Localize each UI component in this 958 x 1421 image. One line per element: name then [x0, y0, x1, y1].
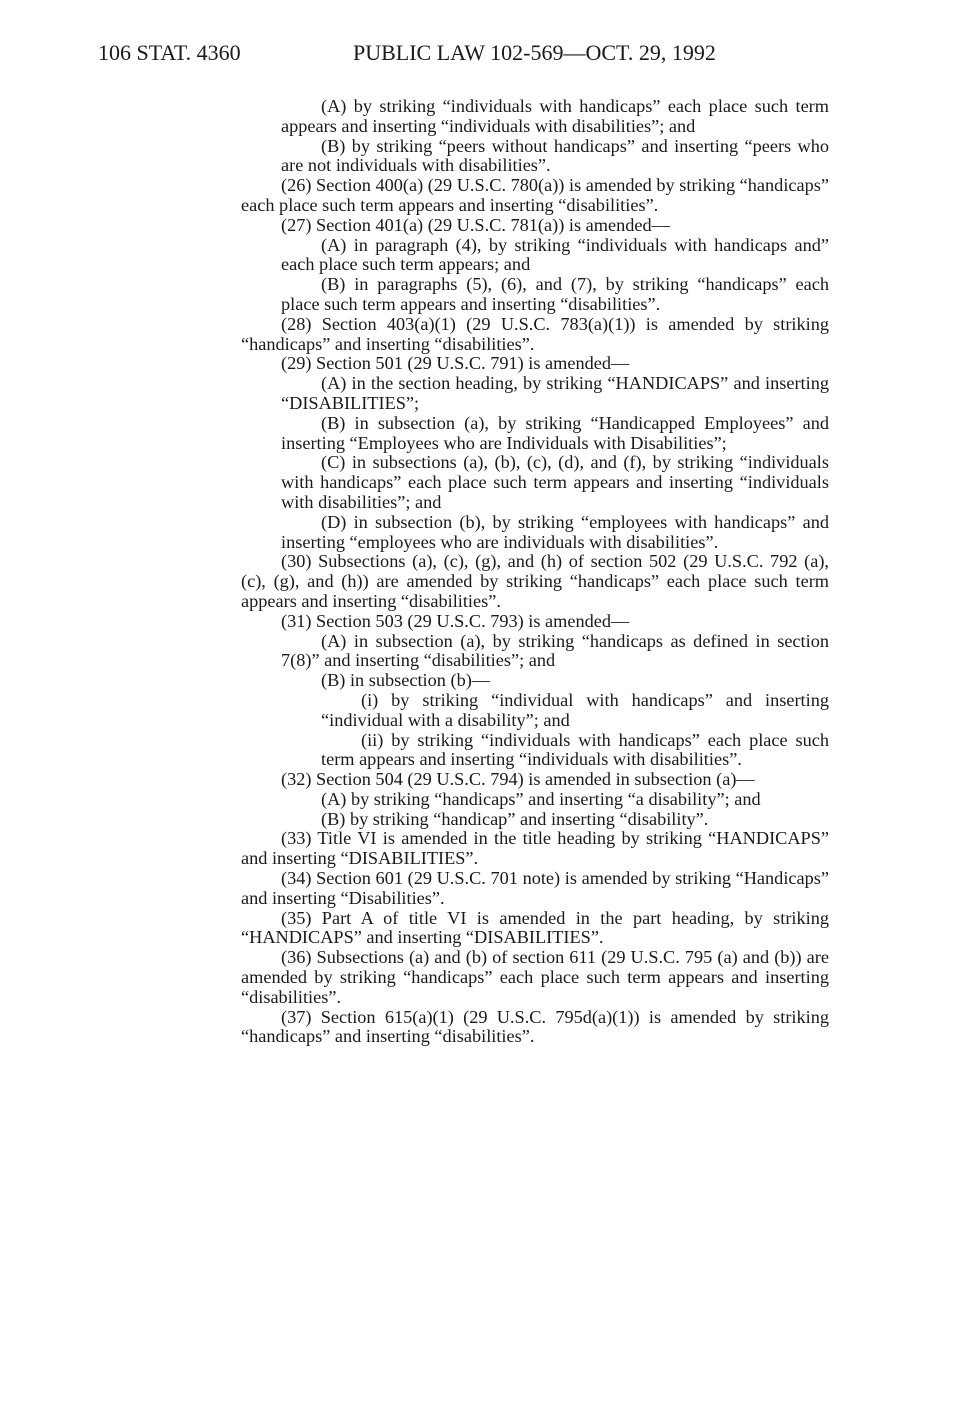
statute-paragraph: (27) Section 401(a) (29 U.S.C. 781(a)) is amended—	[281, 214, 670, 235]
statute-paragraph: (A) by striking “individuals with handicaps” each place such term appears and inserting “individuals with disabilities”; and	[281, 96, 829, 136]
statute-paragraph: (31) Section 503 (29 U.S.C. 793) is amended—	[281, 610, 630, 631]
statute-paragraph: (36) Subsections (a) and (b) of section 611 (29 U.S.C. 795 (a) and (b)) are amended by striking “handicaps” each place such term appears and inserting “disabilities”.	[241, 947, 829, 1007]
statute-page-number: 106 STAT. 4360	[98, 40, 241, 65]
statute-paragraph: (C) in subsections (a), (b), (c), (d), and (f), by striking “individuals with handicaps” each place such term appears and inserting “individuals with disabilities”; and	[281, 452, 829, 512]
page-header	[98, 38, 750, 68]
statute-paragraph: (35) Part A of title VI is amended in the part heading, by striking “HANDICAPS” and inserting “DISABILITIES”.	[241, 907, 829, 948]
statute-paragraph: (33) Title VI is amended in the title heading by striking “HANDICAPS” and inserting “DISABILITIES”.	[241, 828, 829, 869]
statute-paragraph: (ii) by striking “individuals with handicaps” each place such term appears and inserting “individuals with disabilities”.	[321, 729, 829, 770]
statute-paragraph: (32) Section 504 (29 U.S.C. 794) is amended in subsection (a)—	[281, 769, 755, 790]
statute-paragraph: (i) by striking “individual with handicaps” and inserting “individual with a disability”; and	[321, 689, 829, 730]
statute-paragraph: (D) in subsection (b), by striking “employees with handicaps” and inserting “employees who are individuals with disabilities”.	[281, 511, 829, 552]
statute-paragraph: (26) Section 400(a) (29 U.S.C. 780(a)) is amended by striking “handicaps” each place such term appears and inserting “disabilities”.	[241, 175, 829, 215]
statute-body	[241, 97, 829, 1047]
statute-paragraph: (A) by striking “handicaps” and inserting “a disability”; and	[321, 788, 761, 809]
statute-paragraph: (B) in subsection (b)—	[321, 670, 491, 691]
statute-paragraph: (30) Subsections (a), (c), (g), and (h) of section 502 (29 U.S.C. 792 (a), (c), (g), and (h)) are amended by striking “handicaps” each place such term appears and inserting “disabilities”.	[241, 551, 829, 611]
statute-paragraph: (A) in the section heading, by striking “HANDICAPS” and inserting “DISABILITIES”;	[281, 373, 829, 413]
statute-paragraph: (A) in paragraph (4), by striking “individuals with handicaps and” each place such term appears; and	[281, 234, 829, 275]
statute-paragraph: (28) Section 403(a)(1) (29 U.S.C. 783(a)(1)) is amended by striking “handicaps” and inserting “disabilities”.	[241, 313, 829, 354]
statute-paragraph: (B) in subsection (a), by striking “Handicapped Employees” and inserting “Employees who are Individuals with Disabilities”;	[281, 412, 829, 453]
statute-paragraph: (34) Section 601 (29 U.S.C. 701 note) is amended by striking “Handicaps” and inserting “Disabilities”.	[241, 868, 829, 908]
statute-paragraph: (B) by striking “peers without handicaps” and inserting “peers who are not individuals with disabilities”.	[281, 135, 829, 176]
statute-paragraph: (37) Section 615(a)(1) (29 U.S.C. 795d(a)(1)) is amended by striking “handicaps” and inserting “disabilities”.	[241, 1006, 829, 1047]
statute-paragraph: (A) in subsection (a), by striking “handicaps as defined in section 7(8)” and inserting “disabilities”; and	[281, 630, 829, 671]
statute-paragraph: (B) in paragraphs (5), (6), and (7), by striking “handicaps” each place such term appears and inserting “disabilities”.	[281, 274, 829, 314]
public-law-heading: PUBLIC LAW 102-569—OCT. 29, 1992	[353, 40, 716, 65]
statute-paragraph: (29) Section 501 (29 U.S.C. 791) is amended—	[281, 353, 630, 374]
statute-paragraph: (B) by striking “handicap” and inserting “disability”.	[321, 808, 709, 829]
